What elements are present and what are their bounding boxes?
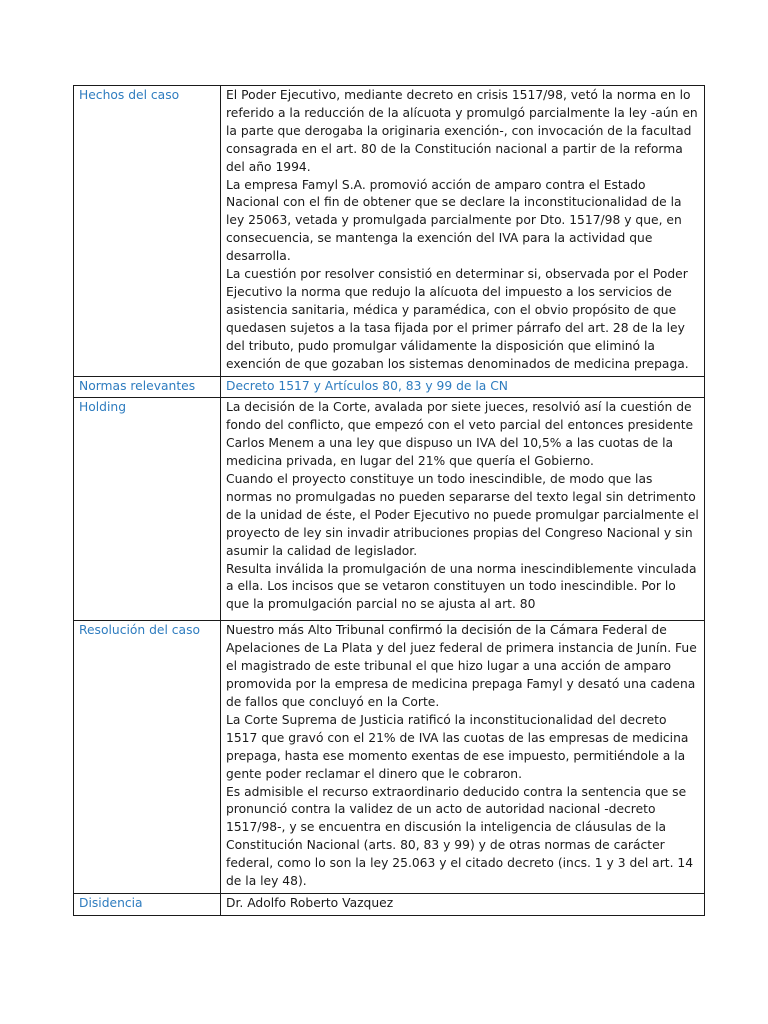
row-content [221, 376, 705, 398]
row-content [221, 398, 705, 621]
row-content [221, 894, 705, 916]
row-label: Holding [74, 398, 221, 621]
table-row-holding [74, 398, 705, 621]
row-label: Resolución del caso [74, 621, 221, 894]
row-content [221, 86, 705, 377]
paragraph: Dr. Adolfo Roberto Vazquez [226, 896, 394, 910]
paragraph: La empresa Famyl S.A. promovió acción de amparo contra el Estado Nacional con el fin de obtener que se declare la inconstitucionalidad de la ley 25063, vetada y promulgada parcialmente por Dto. 1517/98 y que, en consecuencia, se mantenga la exención del IVA para la actividad que desarrolla. [226, 177, 682, 264]
case-summary-table [73, 85, 705, 916]
paragraph: La Corte Suprema de Justicia ratificó la inconstitucionalidad del decreto 1517 que gravó con el 21% de IVA las cuotas de las empresas de medicina prepaga, hasta ese momento exentas de ese impuesto, permitiéndole a la gente poder reclamar el dinero que le cobraron. [226, 712, 689, 781]
paragraph: Decreto 1517 y Artículos 80, 83 y 99 de la CN [226, 378, 508, 393]
paragraph: Nuestro más Alto Tribunal confirmó la decisión de la Cámara Federal de Apelaciones de La Plata y del juez federal de primera instancia de Junín. Fue el magistrado de este tribunal el que hizo lugar a una acción de amparo promovida por la empresa de medicina prepaga Famyl y desató una cadena de fallos que concluyó en la Corte. [226, 623, 697, 710]
paragraph: La decisión de la Corte, avalada por siete jueces, resolvió así la cuestión de fondo del conflicto, que empezó con el veto parcial del entonces presidente Carlos Menem a una ley que dispuso un IVA del 10,5% a las cuotas de la medicina privada, en lugar del 21% que quería el Gobierno. [226, 400, 694, 469]
table-row-hechos [74, 86, 705, 377]
paragraph: El Poder Ejecutivo, mediante decreto en crisis 1517/98, vetó la norma en lo referido a la reducción de la alícuota y promulgó parcialmente la ley -aún en la parte que derogaba la originaria exención-, con invocación de la facultad consagrada en el art. 80 de la Constitución nacional a partir de la reforma del año 1994. [226, 88, 698, 174]
table-row-disidencia [74, 894, 705, 916]
table-row-resolucion [74, 621, 705, 894]
paragraph: Cuando el proyecto constituye un todo inescindible, de modo que las normas no promulgadas no pueden separarse del texto legal sin detrimento de la unidad de éste, el Poder Ejecutivo no puede promulgar parcialmente el proyecto de ley sin invadir atribuciones propias del Congreso Nacional y sin asumir la calidad de legislador. [226, 472, 699, 558]
row-label: Hechos del caso [74, 86, 221, 377]
paragraph: Es admisible el recurso extraordinario deducido contra la sentencia que se pronunció contra la validez de un acto de autoridad nacional -decreto 1517/98-, y se encuentra en discusión la inteligencia de cláusulas de la Constitución Nacional (arts. 80, 83 y 99) y de otras normas de carácter federal, como lo son la ley 25.063 y el citado decreto (incs. 1 y 3 del art. 14 de la ley 48). [226, 784, 694, 889]
paragraph: La cuestión por resolver consistió en determinar si, observada por el Poder Ejecutivo la norma que redujo la alícuota del impuesto a los servicios de asistencia sanitaria, médica y paramédica, con el obvio propósito de que quedasen sujetos a la tasa fijada por el primer párrafo del art. 28 de la ley del tributo, pudo promulgar válidamente la disposición que eliminó la exención de que gozaban los sistemas denominados de medicina prepaga. [226, 267, 689, 371]
row-content [221, 621, 705, 894]
paragraph: Resulta inválida la promulgación de una norma inescindiblemente vinculada a ella. Los incisos que se vetaron constituyen un todo inescindible. Por lo que la promulgación parcial no se ajusta al art. 80 [226, 561, 697, 612]
row-label: Normas relevantes [74, 376, 221, 398]
table-row-normas [74, 376, 705, 398]
row-label: Disidencia [74, 894, 221, 916]
